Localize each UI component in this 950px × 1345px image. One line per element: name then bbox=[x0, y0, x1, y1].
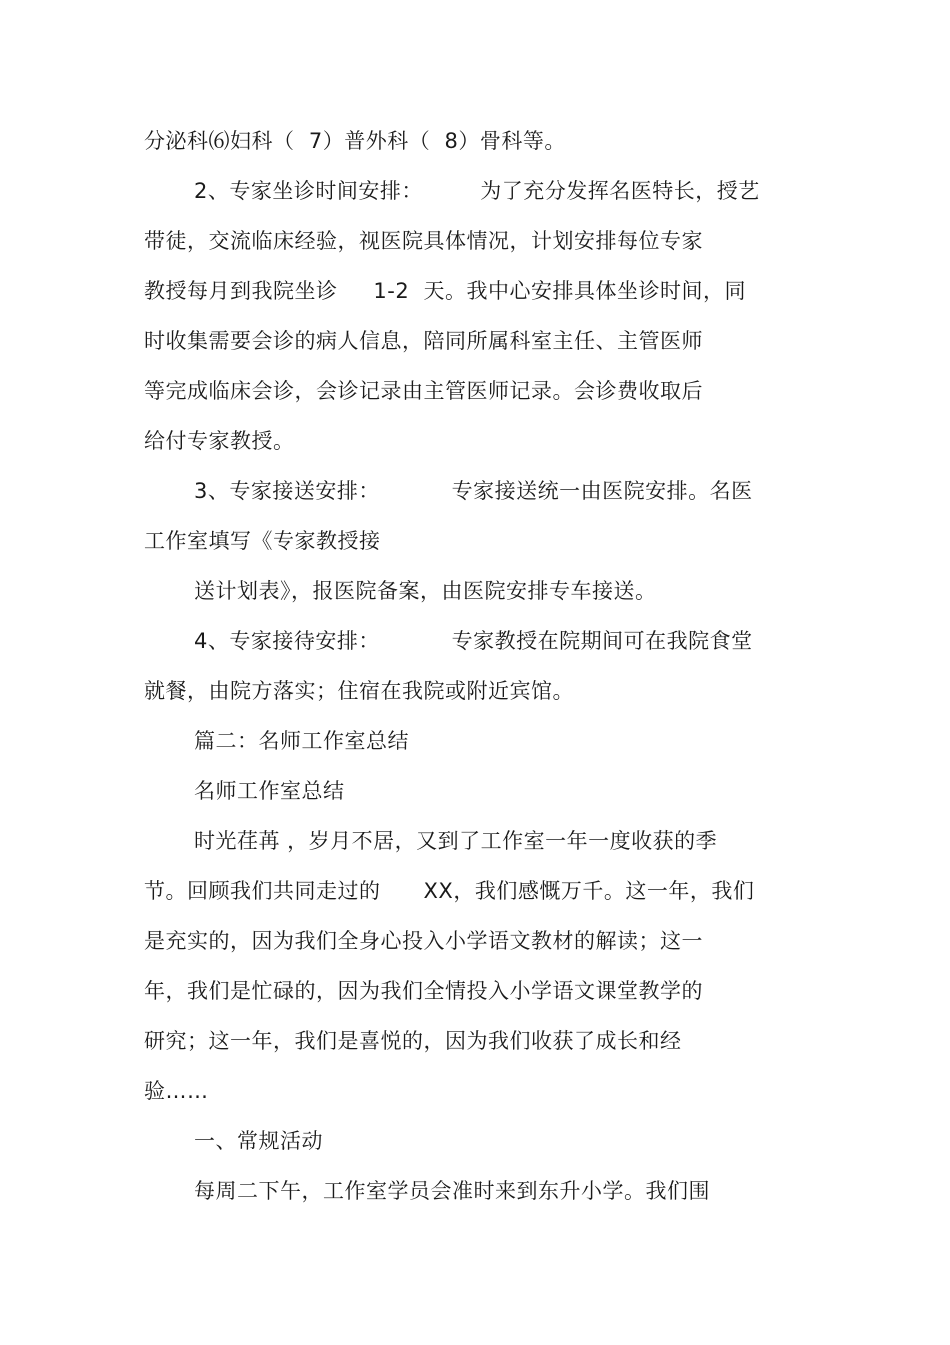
section-heading: 一、常规活动 bbox=[194, 1129, 323, 1153]
text-line: 是充实的，因为我们全身心投入小学语文教材的解读；这一 bbox=[144, 929, 703, 953]
document-title: 名师工作室总结 bbox=[194, 779, 345, 803]
text-line: 教授每月到我院坐诊 1-2 天。我中心安排具体坐诊时间，同 bbox=[144, 279, 747, 303]
text-line: 4、专家接待安排： 专家教授在院期间可在我院食堂 bbox=[194, 629, 753, 653]
text-line: 年，我们是忙碌的，因为我们全情投入小学语文课堂教学的 bbox=[144, 979, 703, 1003]
text-line: 验…… bbox=[144, 1079, 209, 1103]
section-heading: 篇二：名师工作室总结 bbox=[194, 729, 409, 753]
text-line: 就餐，由院方落实；住宿在我院或附近宾馆。 bbox=[144, 679, 574, 703]
text-line: 带徒，交流临床经验，视医院具体情况，计划安排每位专家 bbox=[144, 229, 703, 253]
text-line: 等完成临床会诊，会诊记录由主管医师记录。会诊费收取后 bbox=[144, 379, 703, 403]
text-line: 工作室填写《专家教授接 bbox=[144, 529, 381, 553]
text-line: 时收集需要会诊的病人信息，陪同所属科室主任、主管医师 bbox=[144, 329, 703, 353]
text-line: 每周二下午，工作室学员会准时来到东升小学。我们围 bbox=[194, 1179, 710, 1203]
text-line: 给付专家教授。 bbox=[144, 429, 295, 453]
text-line: 2、专家坐诊时间安排： 为了充分发挥名医特长，授艺 bbox=[194, 179, 760, 203]
text-line: 时光荏苒 ，岁月不居，又到了工作室一年一度收获的季 bbox=[194, 829, 718, 853]
text-line: 3、专家接送安排： 专家接送统一由医院安排。名医 bbox=[194, 479, 753, 503]
text-line: 研究；这一年，我们是喜悦的，因为我们收获了成长和经 bbox=[144, 1029, 682, 1053]
text-line: 节。回顾我们共同走过的 XX，我们感慨万千。这一年，我们 bbox=[144, 879, 755, 903]
text-line: 送计划表》，报医院备案，由医院安排专车接送。 bbox=[194, 579, 657, 603]
text-line: 分泌科⑹妇科（ 7）普外科（ 8）骨科等。 bbox=[144, 129, 566, 153]
